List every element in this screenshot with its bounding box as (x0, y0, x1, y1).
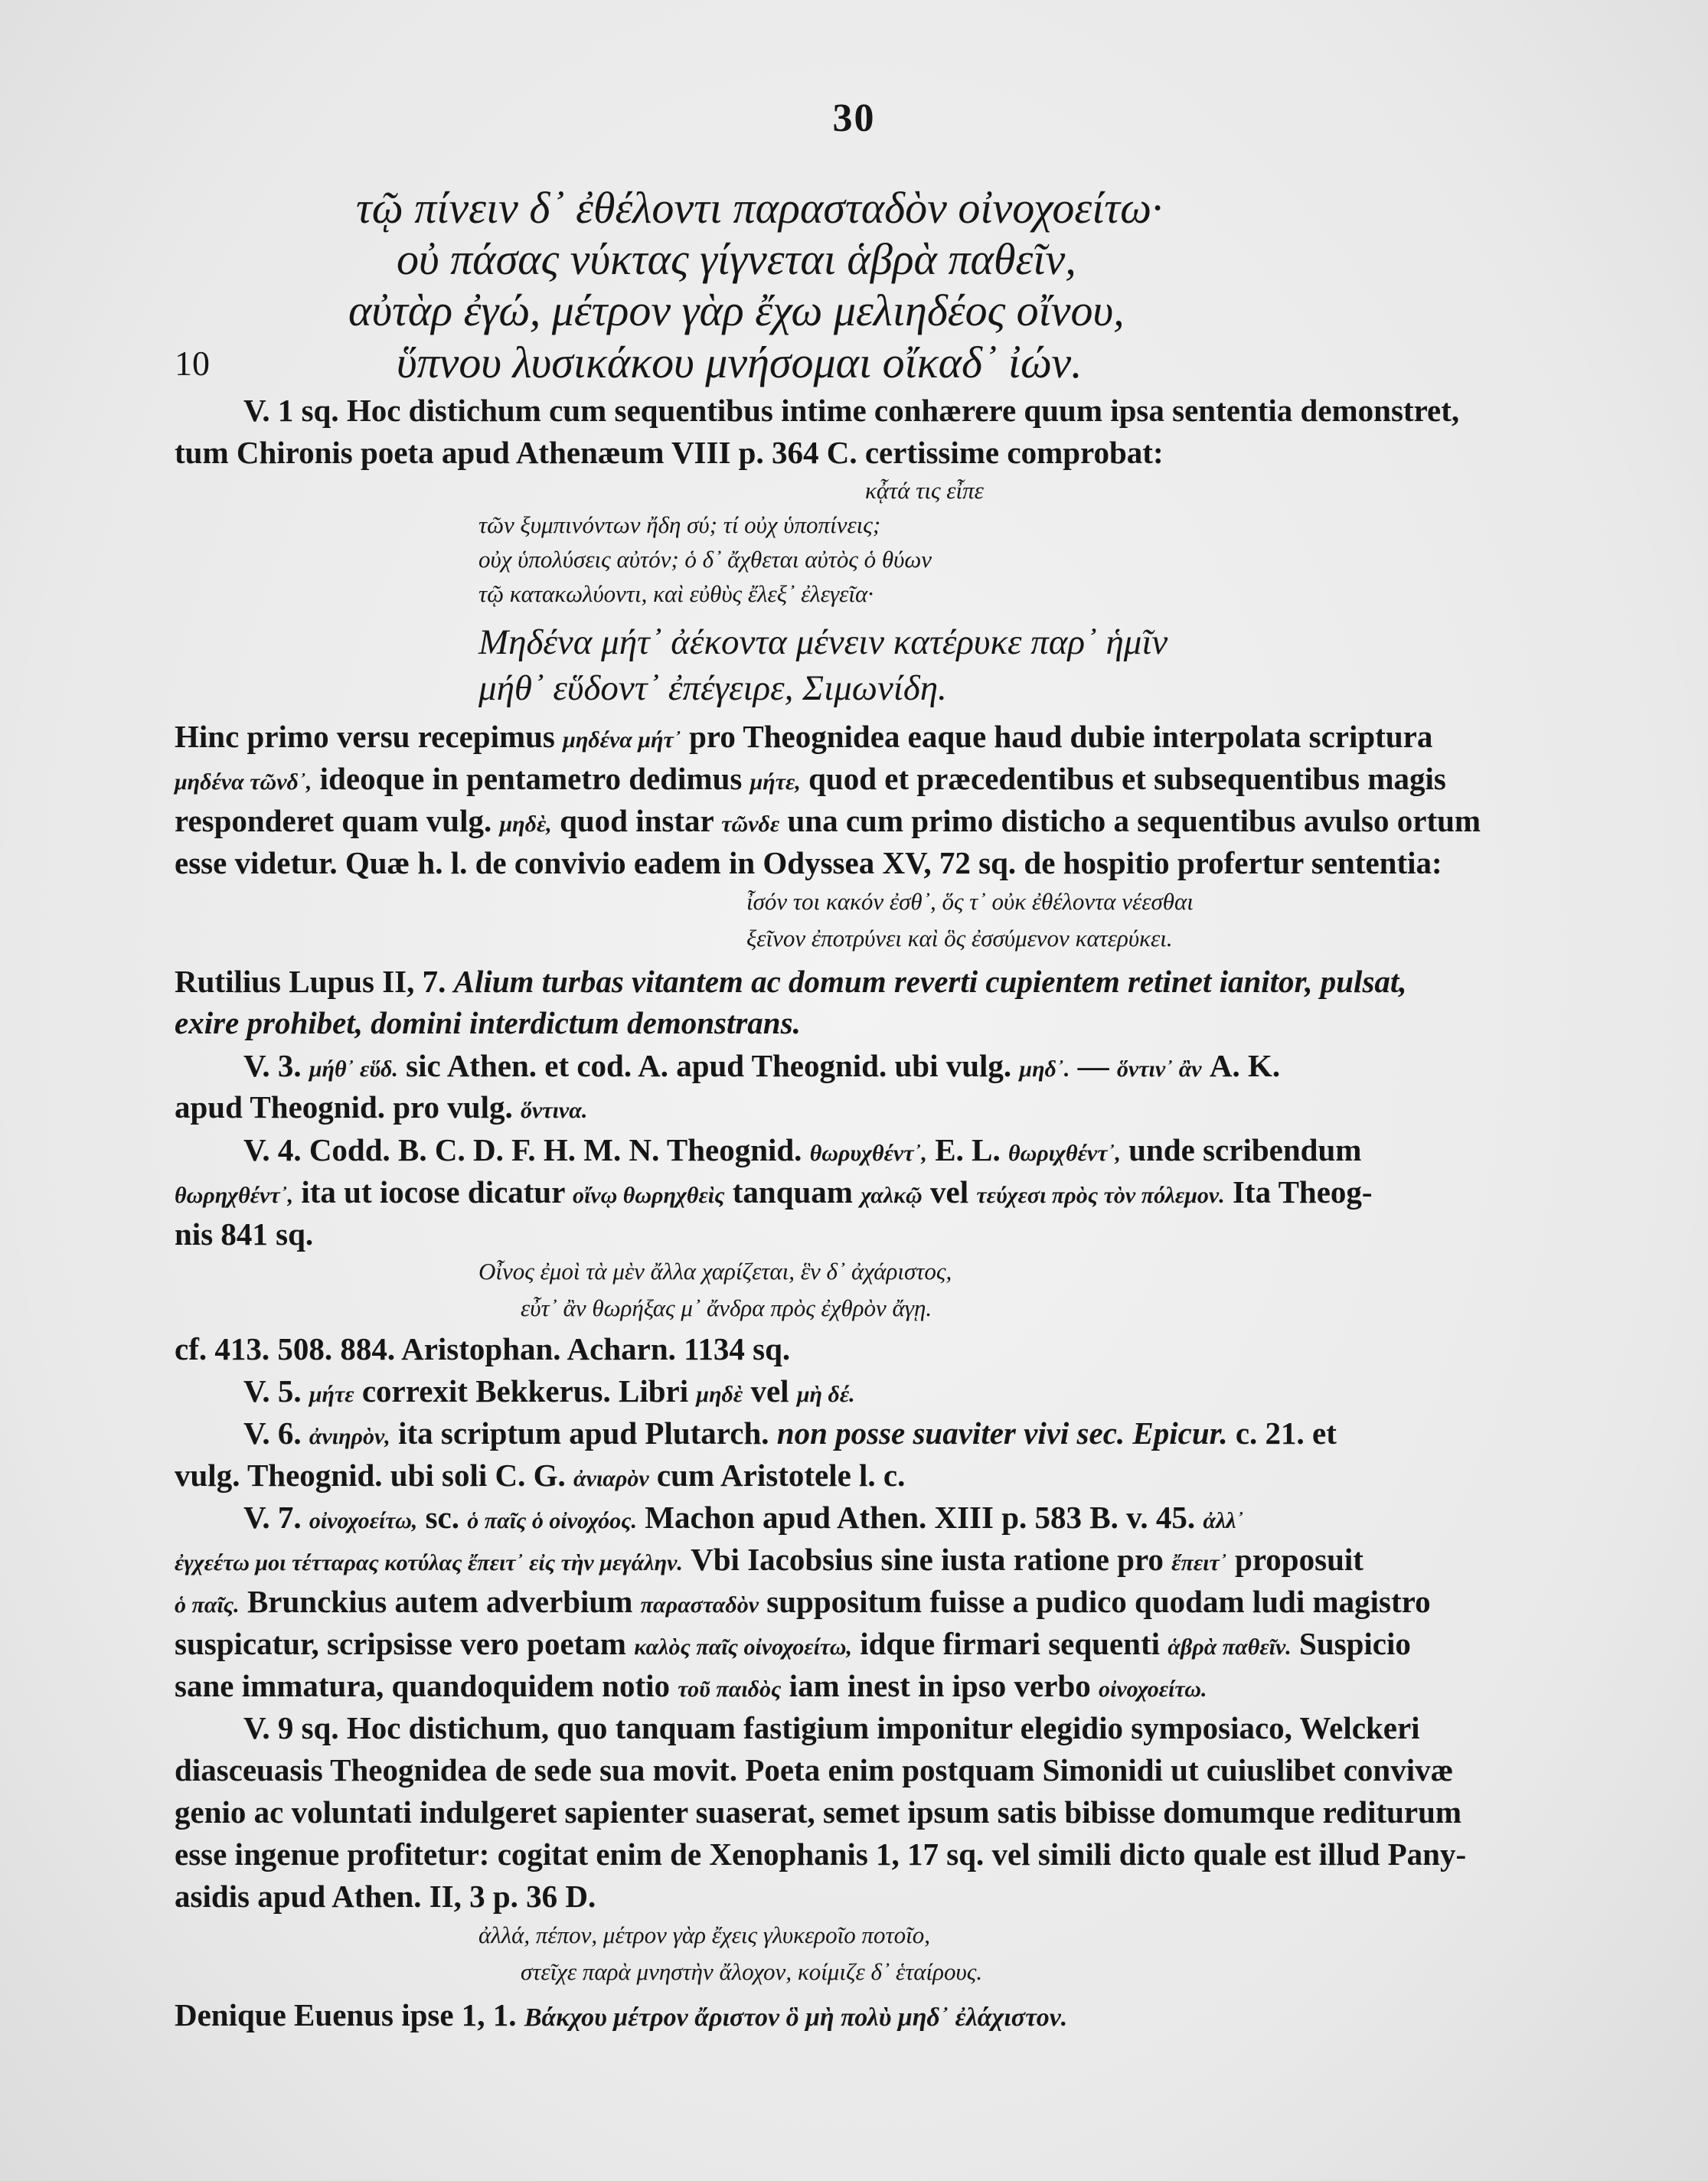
note-v6-line2: vulg. Theognid. ubi soli C. G. ἀνιαρὸν cum Aristotele l. c. (175, 1458, 906, 1493)
poem-line-4: ὕπνου λυσικάκου μνήσομαι οἴκαδ᾽ ἰών. (397, 338, 1083, 387)
chiron-quote-verse: Μηδένα μήτ᾽ ἀέκοντα μένειν κατέρυκε παρ᾽ ἡμῖν (478, 622, 1168, 662)
poem-line-1: τῷ πίνειν δ᾽ ἐθέλοντι παρασταδὸν οἰνοχοείτω· (356, 183, 1163, 233)
note-v7-line1: V. 7. οἰνοχοείτω, sc. ὁ παῖς ὁ οἰνοχόος. Machon apud Athen. XIII p. 583 B. v. 45. ἀλλ᾽ (243, 1500, 1244, 1535)
chiron-quote-line: τῷ κατακωλύοντι, καὶ εὐθὺς ἔλεξ᾽ ἐλεγεῖα· (478, 580, 874, 607)
panyasis-quote-line: ἀλλά, πέπον, μέτρον γὰρ ἔχεις γλυκεροῖο ποτοῖο, (478, 1921, 930, 1948)
note-label: V. 1 sq. (243, 393, 339, 428)
note-v9-line4: esse ingenue profitetur: cogitat enim de Xenophanis 1, 17 sq. vel simili dicto quale est illud Pany- (175, 1837, 1467, 1872)
poem-line-2: οὐ πάσας νύκτας γίγνεται ἁβρὰ παθεῖν, (397, 234, 1076, 284)
note-v6-line1: V. 6. ἀνιηρὸν, ita scriptum apud Plutarch. non posse suaviter vivi sec. Epicur. c. 21. et (243, 1415, 1337, 1451)
note-v1-line1: V. 1 sq. Hoc distichum cum sequentibus intime conhærere quum ipsa sententia demonstret, (243, 393, 1460, 428)
note-v4-line2: θωρηχθέντ᾽, ita ut iocose dicatur οἴνῳ θωρηχθεὶς tanquam χαλκῷ vel τεύχεσι πρὸς τὸν πόλεμον. Ita Theog- (175, 1174, 1373, 1210)
chiron-quote-line: κᾆτά τις εἶπε (865, 477, 984, 504)
note-v9-line5: asidis apud Athen. II, 3 p. 36 D. (175, 1879, 596, 1914)
page-number: 30 (832, 96, 876, 140)
para-hinc-line2: μηδένα τῶνδ᾽, ideoque in pentametro dedimus μήτε, quod et præcedentibus et subsequentibus magis (175, 761, 1446, 796)
final-line: Denique Euenus ipse 1, 1. Βάκχου μέτρον ἄριστον ὃ μὴ πολὺ μηδ᾽ ἐλάχιστον. (175, 1997, 1068, 2032)
note-v1-line2: tum Chironis poeta apud Athenæum VIII p. 364 C. certissime comprobat: (175, 435, 1164, 470)
para-hinc-line3: responderet quam vulg. μηδὲ, quod instar τῶνδε una cum primo disticho a sequentibus avulso ortum (175, 803, 1481, 838)
rutilius-line2: exire prohibet, domini interdictum demonstrans. (175, 1005, 801, 1040)
theognis-quote-line: εὖτ᾽ ἂν θωρήξας μ᾽ ἄνδρα πρὸς ἐχθρὸν ἄγῃ. (521, 1295, 932, 1321)
note-v3-line1: V. 3. μήθ᾽ εὕδ. sic Athen. et cod. A. apud Theognid. ubi vulg. μηδ᾽. — ὅντιν᾽ ἂν A. K. (243, 1048, 1281, 1083)
note-v7-line4: suspicatur, scripsisse vero poetam καλὸς παῖς οἰνοχοείτω, idque firmari sequenti ἁβρὰ παθεῖν. Suspicio (175, 1626, 1411, 1661)
odyssey-quote-line: ξεῖνον ἐποτρύνει καὶ ὃς ἐσσύμενον κατερύκει. (746, 925, 1173, 952)
note-v4-line3: nis 841 sq. (175, 1216, 314, 1252)
chiron-quote-line: τῶν ξυμπινόντων ἤδη σύ; τί οὐχ ὑποπίνεις; (478, 511, 881, 538)
cf-line: cf. 413. 508. 884. Aristophan. Acharn. 1134 sq. (175, 1331, 791, 1366)
poem-line-3: αὐτὰρ ἐγώ, μέτρον γὰρ ἔχω μελιηδέος οἴνου, (348, 286, 1125, 335)
note-v9-line2: diasceuasis Theognidea de sede sua movit. Poeta enim postquam Simonidi ut cuiuslibet convivæ (175, 1752, 1454, 1788)
note-v5: V. 5. μήτε correxit Bekkerus. Libri μηδὲ vel μὴ δέ. (243, 1373, 855, 1409)
note-v7-line5: sane immatura, quandoquidem notio τοῦ παιδὸς iam inest in ipso verbo οἰνοχοείτω. (175, 1668, 1207, 1703)
line-number-10: 10 (175, 344, 210, 383)
chiron-quote-verse: μήθ᾽ εὕδοντ᾽ ἐπέγειρε, Σιμωνίδη. (478, 668, 947, 708)
note-v9-line3: genio ac voluntati indulgeret sapienter suaserat, semet ipsum satis bibisse domumque rediturum (175, 1794, 1462, 1830)
chiron-quote-line: οὐχ ὑπολύσεις αὐτόν; ὁ δ᾽ ἄχθεται αὐτὸς ὁ θύων (478, 546, 932, 573)
note-v3-line2: apud Theognid. pro vulg. ὅντινα. (175, 1089, 588, 1125)
theognis-quote-line: Οἶνος ἐμοὶ τὰ μὲν ἄλλα χαρίζεται, ἓν δ᾽ ἀχάριστος, (478, 1258, 952, 1285)
odyssey-quote-line: ἶσόν τοι κακόν ἐσθ᾽, ὅς τ᾽ οὐκ ἐθέλοντα νέεσθαι (746, 888, 1194, 915)
para-hinc-line4: esse videtur. Quæ h. l. de convivio eadem in Odyssea XV, 72 sq. de hospitio profertur sententia: (175, 845, 1442, 880)
note-v7-line3: ὁ παῖς. Brunckius autem adverbium παρασταδὸν suppositum fuisse a pudico quodam ludi magistro (175, 1584, 1431, 1619)
note-v4-line1: V. 4. Codd. B. C. D. F. H. M. N. Theognid. θωρυχθέντ᾽, E. L. θωριχθέντ᾽, unde scribendum (243, 1132, 1362, 1167)
panyasis-quote-line: στεῖχε παρὰ μνηστὴν ἄλοχον, κοίμιζε δ᾽ ἑταίρους. (521, 1958, 983, 1985)
rutilius-line1: Rutilius Lupus II, 7. Alium turbas vitantem ac domum reverti cupientem retinet ianitor, pulsat, (175, 964, 1407, 999)
note-v9-line1: V. 9 sq. Hoc distichum, quo tanquam fastigium imponitur elegidio symposiaco, Welckeri (243, 1710, 1420, 1745)
note-v7-line2: ἐγχεέτω μοι τέτταρας κοτύλας ἔπειτ᾽ εἰς τὴν μεγάλην. Vbi Iacobsius sine iusta ratione pro ἔπειτ᾽ proposuit (175, 1542, 1363, 1577)
para-hinc-line1: Hinc primo versu recepimus μηδένα μήτ᾽ pro Theognidea eaque haud dubie interpolata scriptura (175, 719, 1433, 754)
